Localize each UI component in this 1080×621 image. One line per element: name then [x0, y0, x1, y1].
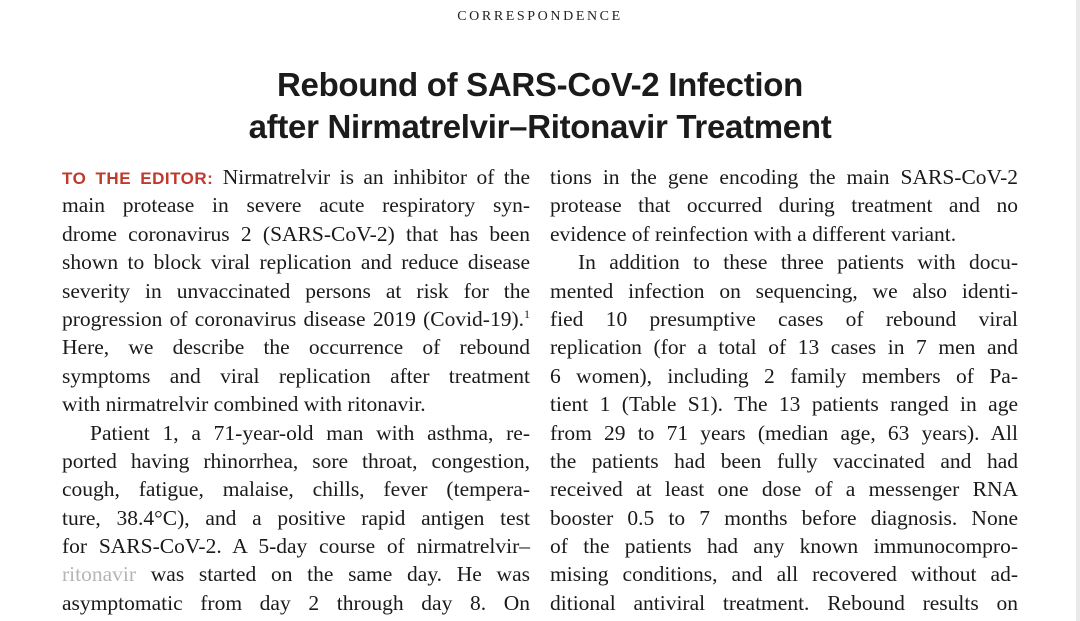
left-column — [62, 163, 530, 617]
section-label: CORRESPONDENCE — [457, 9, 623, 24]
title-line-2: after Nirmatrelvir–Ritonavir Treatment — [248, 108, 832, 145]
body-line: progression of coronavirus disease 2019 (Covid-19).$^1$ — [62, 306, 530, 331]
body-line: 6 women), including 2 family members of Pa- — [550, 363, 1018, 388]
body-line: replication (for a total of 13 cases in 7 men and — [550, 335, 1018, 360]
right-column — [550, 163, 1018, 617]
body-line: the patients had been fully vaccinated and had — [550, 448, 1018, 473]
body-line: In addition to these three patients with docu- — [578, 250, 1018, 275]
page-edge-shadow — [1076, 0, 1080, 621]
body-line: of the patients had any known immunocompro- — [550, 534, 1018, 559]
body-line: symptoms and viral replication after treatment — [62, 363, 530, 388]
body-line: mising conditions, and all recovered without ad- — [550, 562, 1018, 587]
body-line: mented infection on sequencing, we also identi- — [550, 278, 1018, 303]
body-line: for SARS-CoV-2. A 5-day course of nirmatrelvir– — [62, 534, 530, 559]
body-line: TO THE EDITOR: Nirmatrelvir is an inhibitor of the — [62, 165, 531, 189]
body-line: received at least one dose of a messenger RNA — [550, 477, 1018, 502]
lead-in: TO THE EDITOR: — [62, 169, 214, 188]
body-line: shown to block viral replication and reduce disease — [62, 250, 530, 275]
body-line: ported having rhinorrhea, sore throat, congestion, — [62, 448, 530, 473]
body-line: tient 1 (Table S1). The 13 patients ranged in age — [550, 392, 1018, 417]
body-line: protease that occurred during treatment and no — [550, 193, 1018, 218]
faded-word: ritonavir — [62, 562, 137, 587]
body-line: ture, 38.4°C), and a positive rapid antigen test — [62, 505, 530, 530]
title-line-1: Rebound of SARS-CoV-2 Infection — [276, 66, 804, 103]
reference-marker: 1 — [524, 306, 530, 321]
body-line: severity in unvaccinated persons at risk for the — [62, 278, 530, 303]
body-line: booster 0.5 to 7 months before diagnosis. None — [550, 505, 1018, 530]
body-line: evidence of reinfection with a different variant. — [550, 221, 957, 246]
body-line: with nirmatrelvir combined with ritonavir. — [62, 392, 426, 417]
body-line: Here, we describe the occurrence of rebound — [62, 335, 530, 360]
body-line: drome coronavirus 2 (SARS-CoV-2) that has been — [62, 221, 530, 246]
body-line: Patient 1, a 71-year-old man with asthma, re- — [90, 420, 530, 445]
body-line: tions in the gene encoding the main SARS-CoV-2 — [550, 165, 1018, 189]
body-line: ditional antiviral treatment. Rebound results on — [550, 590, 1018, 615]
body-line: ritonavir was started on the same day. He was — [62, 562, 530, 587]
body-line: cough, fatigue, malaise, chills, fever (tempera- — [62, 477, 530, 502]
body-line: main protease in severe acute respiratory syn- — [62, 193, 530, 218]
body-line: from 29 to 71 years (median age, 63 years). All — [550, 420, 1018, 445]
article-title — [0, 64, 1080, 148]
body-line: asymptomatic from day 2 through day 8. On — [62, 590, 530, 615]
body-line: fied 10 presumptive cases of rebound viral — [550, 306, 1018, 331]
